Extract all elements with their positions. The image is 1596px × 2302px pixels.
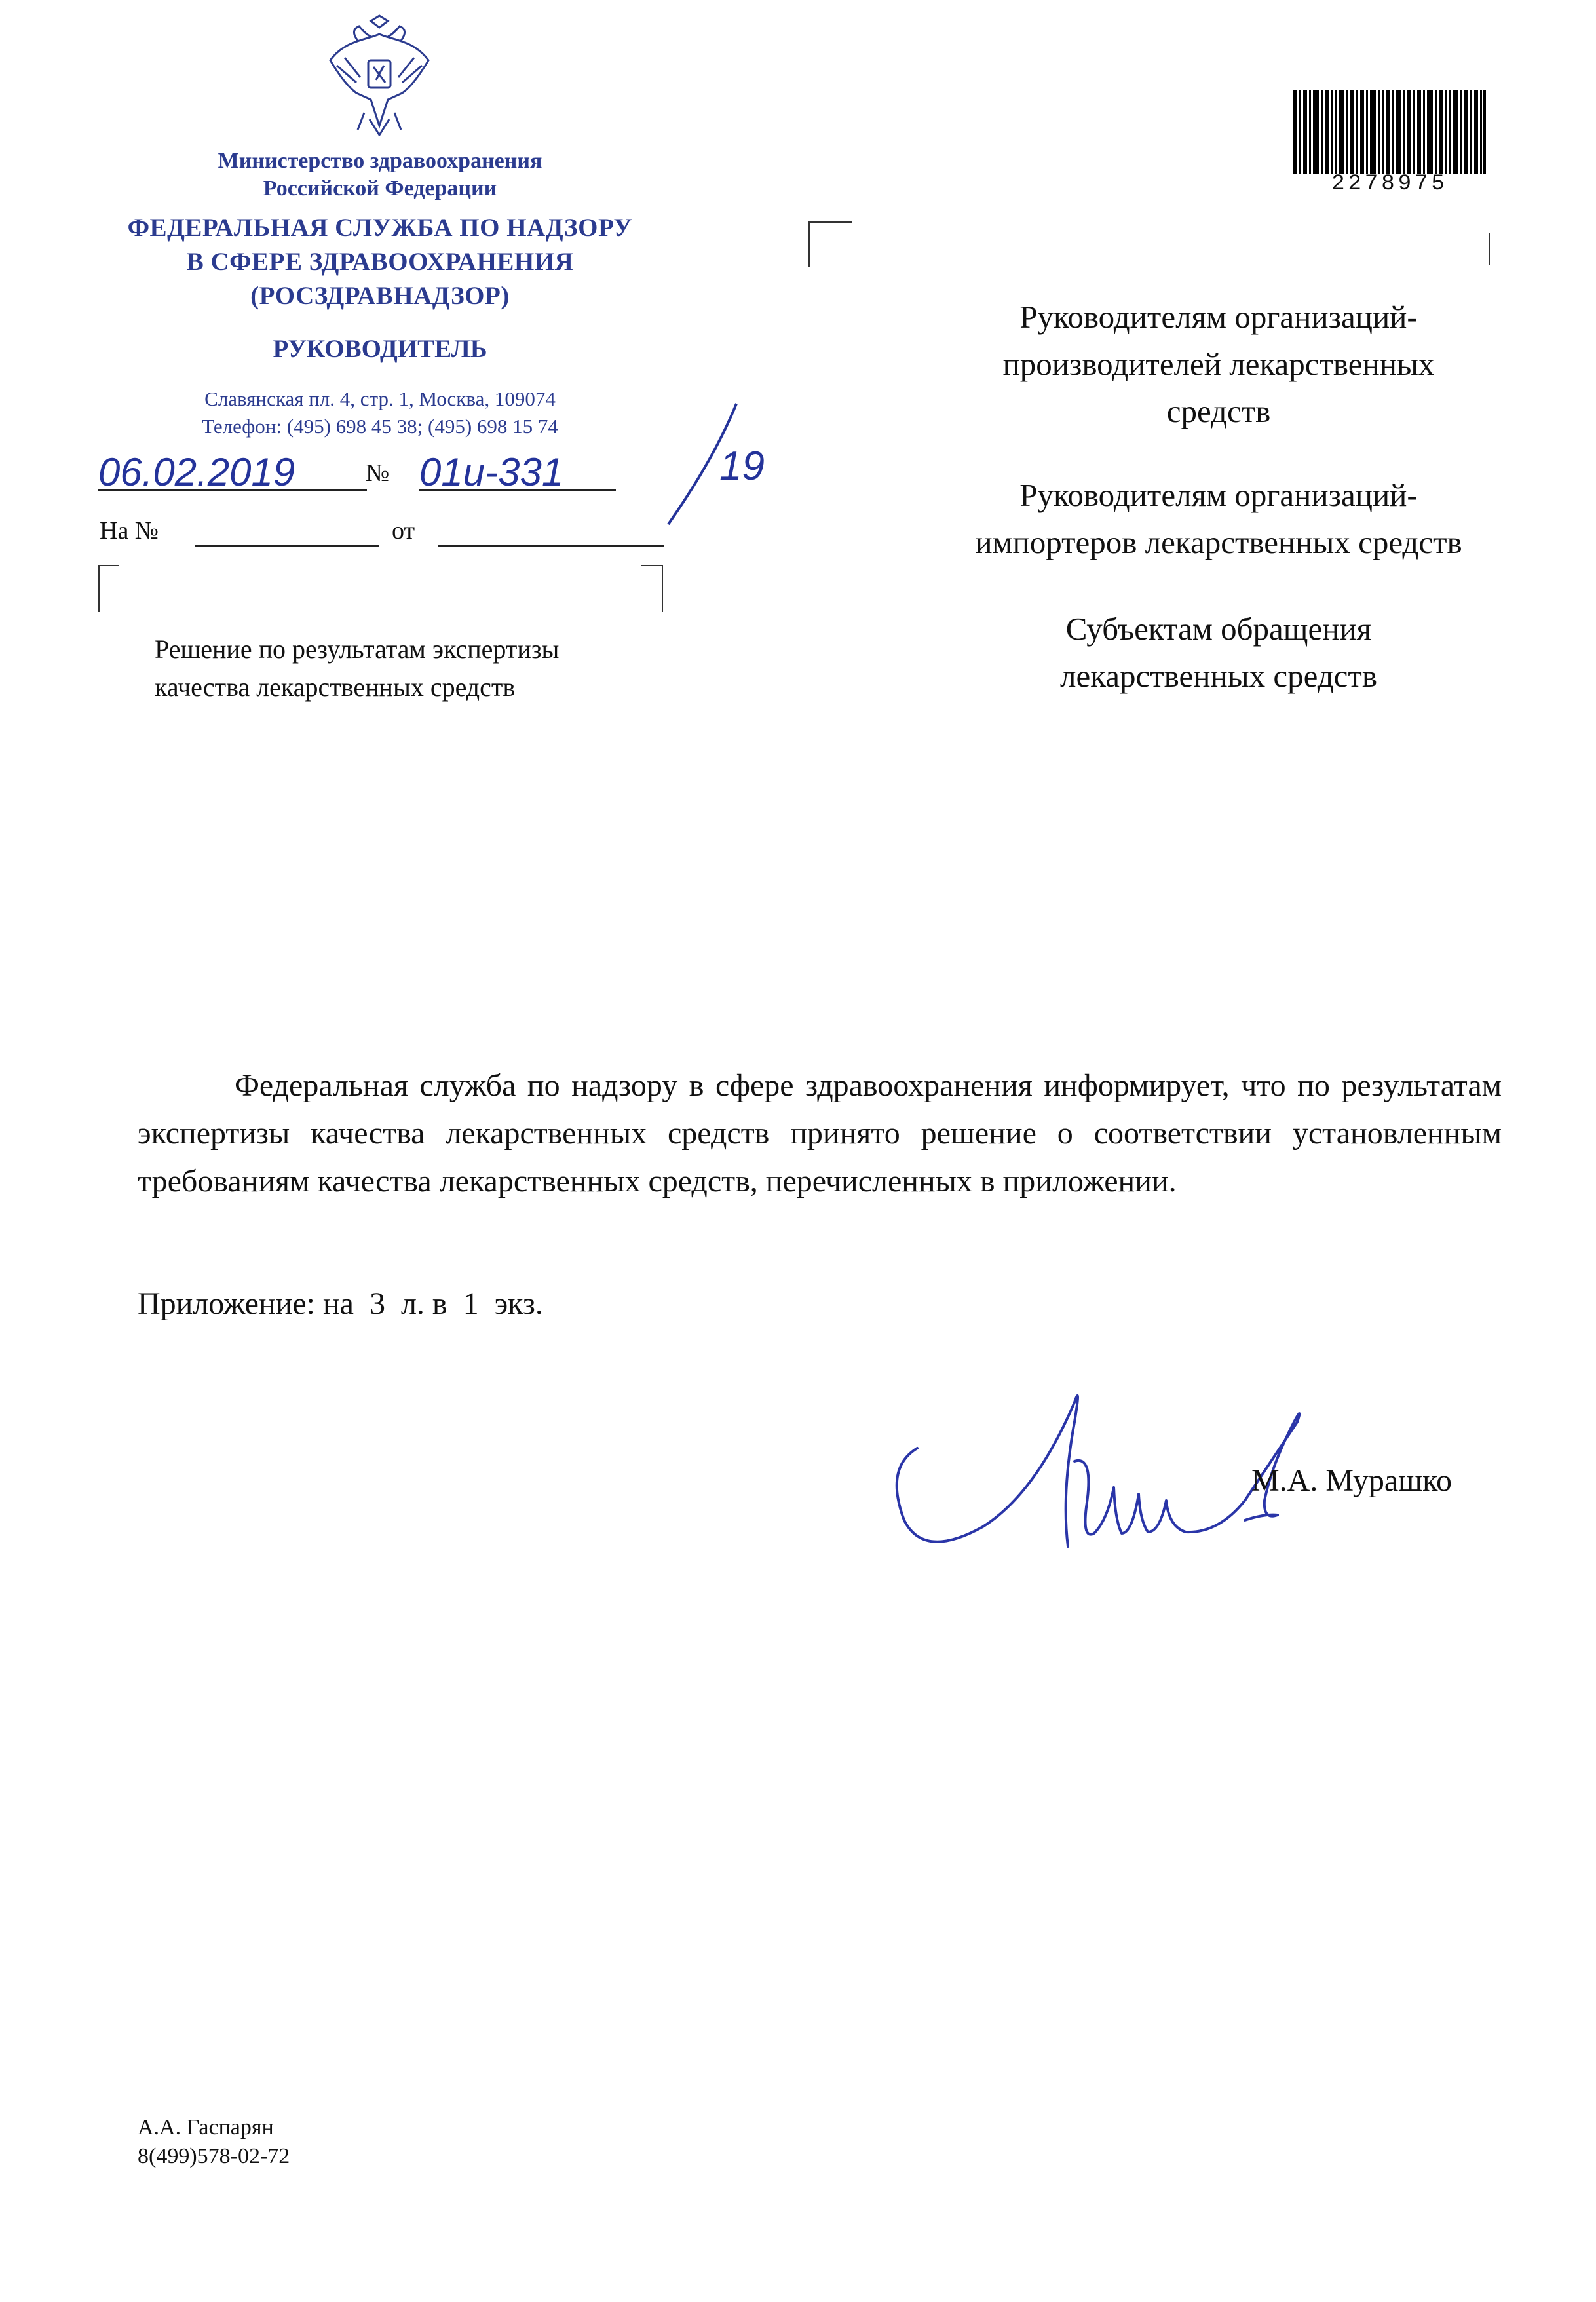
subject-line-1: Решение по результатам экспертизы: [155, 634, 560, 664]
agency-line-1: ФЕДЕРАЛЬНАЯ СЛУЖБА ПО НАДЗОРУ: [127, 214, 633, 242]
body-paragraph: [138, 1062, 1502, 1205]
agency-address: [105, 385, 655, 440]
from-date-label: от: [392, 517, 415, 545]
head-title: РУКОВОДИТЕЛЬ: [273, 335, 487, 363]
recipient-1-line-2: производителей лекарственных: [1002, 346, 1435, 382]
ministry-name: [131, 147, 629, 202]
agency-name: [79, 211, 681, 313]
recipient-3-line-1: Субъектам обращения: [1065, 611, 1372, 647]
subject-corner-right: [641, 565, 663, 612]
registration-number-suffix: 19: [719, 444, 765, 489]
coat-of-arms-icon: [318, 14, 440, 136]
recipient-block-3: [924, 605, 1513, 700]
signatory-name: М.А. Мурашко: [1251, 1463, 1452, 1498]
recipient-2-line-2: импортеров лекарственных средств: [975, 524, 1462, 560]
recipient-block-2: [924, 472, 1513, 566]
recipient-2-line-1: Руководителям организаций-: [1019, 477, 1418, 513]
ministry-line-2: Российской Федерации: [263, 176, 497, 201]
subject-line-2: качества лекарственных средств: [155, 672, 516, 702]
address-line-1: Славянская пл. 4, стр. 1, Москва, 109074: [204, 387, 556, 410]
document-subject: [155, 630, 744, 706]
body-paragraph-text: Федеральная служба по надзору в сфере здравоохранения информирует, что по результатам экспертизы качества лекарственных средств принято решение о соответствии установленным требованиям качества лекарственных средств, перечисленных в приложении.: [138, 1068, 1502, 1199]
recipient-1-line-1: Руководителям организаций-: [1019, 299, 1418, 335]
barcode-icon: [1293, 90, 1486, 174]
in-reply-to-field: [195, 545, 379, 547]
address-line-2: Телефон: (495) 698 45 38; (495) 698 15 74: [202, 415, 558, 438]
recipient-3-line-2: лекарственных средств: [1060, 658, 1377, 694]
barcode-tick: [1489, 233, 1490, 265]
registration-number: 01и-331: [419, 450, 564, 494]
attachment-note: Приложение: на 3 л. в 1 экз.: [138, 1286, 543, 1321]
recipient-block-1: [924, 294, 1513, 435]
barcode-number: 2278975: [1331, 172, 1448, 197]
agency-line-2: В СФЕРЕ ЗДРАВООХРАНЕНИЯ: [186, 248, 574, 276]
executor-name: А.А. Гаспарян: [138, 2115, 274, 2139]
registration-number-label: №: [366, 459, 390, 487]
agency-line-3: (РОСЗДРАВНАДЗОР): [250, 282, 510, 310]
handwritten-signature: [878, 1324, 1350, 1599]
recipient-1-line-3: средств: [1166, 393, 1271, 429]
address-block-corner: [808, 221, 852, 267]
ministry-line-1: Министерство здравоохранения: [218, 149, 542, 173]
from-date-field: [438, 545, 664, 547]
registration-date: 06.02.2019: [98, 450, 295, 494]
subject-corner-left: [98, 565, 119, 612]
in-reply-to-label: На №: [100, 517, 159, 545]
executor-phone: 8(499)578-02-72: [138, 2144, 290, 2168]
